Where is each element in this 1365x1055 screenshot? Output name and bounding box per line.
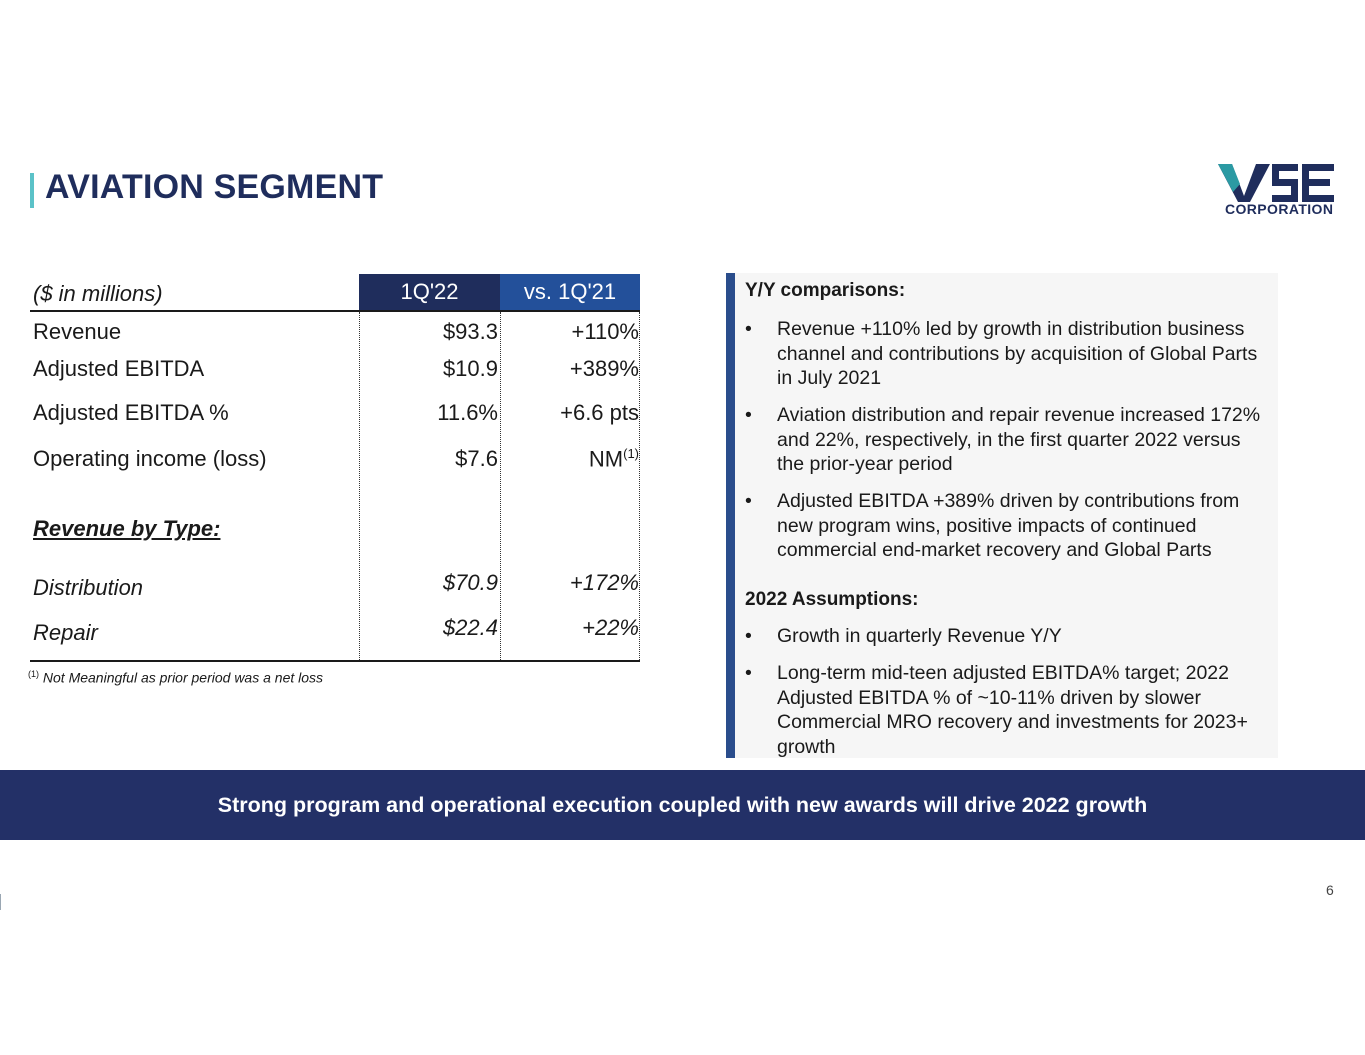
nm-value: NM — [588, 446, 624, 472]
title-accent-bar — [30, 173, 34, 208]
row-value-change: +172% — [569, 570, 639, 595]
assumptions-header: 2022 Assumptions: — [745, 589, 919, 610]
table-divider — [639, 312, 640, 660]
column-header-vs-1q21: vs. 1Q'21 — [500, 274, 640, 310]
footnote-text: Not Meaningful as prior period was a net loss — [42, 669, 324, 686]
footnote-ref: (1) — [623, 446, 639, 461]
row-label: Distribution — [33, 575, 144, 600]
row-label: Adjusted EBITDA — [33, 356, 205, 381]
row-value-1q22: $93.3 — [442, 319, 498, 344]
bullet-marker: • — [745, 662, 752, 684]
row-value-1q22: $10.9 — [442, 356, 498, 381]
bullet-marker: • — [745, 625, 752, 647]
row-label: Operating income (loss) — [33, 446, 267, 471]
list-item — [745, 661, 1271, 759]
bullet-text: Adjusted EBITDA +389% driven by contributions from new program wins, positive impacts of continued commercial end-market recovery and Global Parts — [777, 490, 1240, 561]
row-value-1q22: $22.4 — [442, 615, 498, 640]
bullet-text: Revenue +110% led by growth in distribution business channel and contributions by acquisition of Global Parts in July 2021 — [777, 318, 1258, 389]
list-item — [745, 317, 1271, 391]
summary-banner: Strong program and operational execution coupled with new awards will drive 2022 growth — [0, 770, 1365, 840]
bullet-marker: • — [745, 404, 752, 426]
row-label: Repair — [33, 620, 98, 645]
row-value-change: +389% — [569, 356, 639, 381]
bullet-marker: • — [745, 490, 752, 512]
footnote-marker: (1) — [28, 669, 39, 679]
edge-mark — [0, 894, 1, 910]
row-value-1q22: $70.9 — [442, 570, 498, 595]
row-value-change: +6.6 pts — [560, 400, 639, 425]
column-header-1q22: 1Q'22 — [359, 274, 500, 310]
list-item — [745, 403, 1271, 477]
page-title: AVIATION SEGMENT — [45, 168, 384, 206]
row-value-change: +110% — [571, 319, 639, 344]
row-value-change — [502, 446, 639, 472]
row-value-1q22: $7.6 — [455, 446, 498, 471]
row-value-change: +22% — [582, 615, 639, 640]
row-label: Revenue — [33, 319, 122, 344]
table-divider — [500, 312, 501, 660]
list-item — [745, 489, 1271, 563]
bullet-text: Aviation distribution and repair revenue increased 172% and 22%, respectively, in the first quarter 2022 versus the prior-year period — [777, 404, 1261, 475]
bullet-text: Growth in quarterly Revenue Y/Y — [777, 625, 1062, 647]
list-item — [745, 624, 1271, 649]
row-value-1q22: 11.6% — [437, 400, 498, 425]
yy-comparisons-header: Y/Y comparisons: — [745, 280, 906, 301]
footnote — [28, 669, 323, 686]
units-label: ($ in millions) — [33, 281, 163, 306]
panel-accent-bar — [726, 273, 735, 758]
table-bottom-rule — [30, 660, 640, 662]
logo-subtitle: CORPORATION — [1225, 201, 1334, 217]
page-number: 6 — [1326, 882, 1334, 898]
revenue-by-type-header: Revenue by Type: — [33, 516, 221, 541]
bullet-text: Long-term mid-teen adjusted EBITDA% target; 2022 Adjusted EBITDA % of ~10-11% driven by slower Commercial MRO recovery and investments for 2023+ growth — [777, 662, 1248, 758]
bullet-marker: • — [745, 318, 752, 340]
table-header-rule — [30, 310, 640, 312]
row-label: Adjusted EBITDA % — [33, 400, 229, 425]
